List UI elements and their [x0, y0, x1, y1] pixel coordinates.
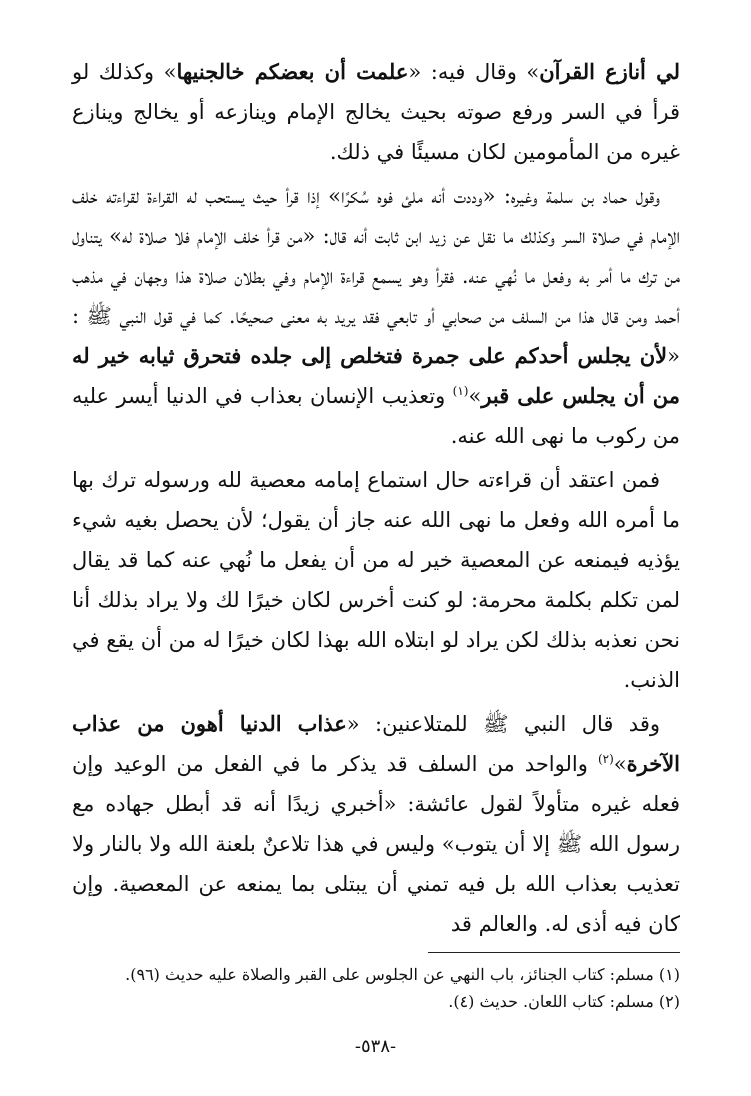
text-segment: وقد قال النبي ﷺ للمتلاعنين: « [346, 712, 661, 736]
footnote-separator [428, 952, 680, 953]
text-segment: والواحد من السلف قد يذكر ما في الفعل من الوعيد وإن فعله غيره متأولاً لقول عائشة: «أخبري زيدًا أنه قد أبطل جهاده مع رسول الله ﷺ إلا أن يتوب» وليس في هذا تلاعنٌ بلعنة الله ولا بالنار ولا تعذيب بعذاب الله بل فيه تمني أن يبتلى بما يمنعه عن المعصية. وإن كان فيه أذى له. والعالم قد [72, 752, 680, 936]
hadith-quote: عذاب الدنيا أهون من عذاب الآخرة [72, 711, 681, 776]
text-segment: » وكذلك لو قرأ في السر ورفع صوته بحيث يخالج الإمام وينازعه أو يخالج وينازع غيره من المأمومين لكان مسيئًا في ذلك. [72, 60, 680, 164]
hadith-quote: لأن يجلس أحدكم على جمرة فتخلص إلى جلده فتحرق ثيابه خير له من أن يجلس على قبر [72, 343, 680, 408]
text-segment: وتعذيب الإنسان بعذاب في الدنيا أيسر عليه من ركوب ما نهى الله عنه. [72, 384, 680, 448]
text-segment: » وقال فيه: « [408, 60, 540, 84]
paragraph-1 [72, 52, 680, 172]
paragraph-2 [72, 176, 680, 456]
hadith-quote: علمت أن بعضكم خالجنيها [176, 59, 409, 84]
hadith-quote: لي أنازع القرآن [539, 59, 680, 84]
paragraph-3 [72, 460, 680, 700]
page-number: -٥٣٨- [354, 1036, 397, 1057]
text-segment: » [613, 752, 627, 776]
text-segment: فمن اعتقد أن قراءته حال استماع إمامه معصية لله ورسوله ترك بها ما أمره الله وفعل ما نهى الله عنه جاز أن يقول؛ لأن يحصل بغيه شيء يؤذيه فيمنعه عن المعصية خير له من أن يفعل ما نُهي عنه كما قد يقال لمن تكلم بكلمة محرمة: لو كنت أخرس لكان خيرًا لك ولا يراد بذلك أنا نحن نعذبه بذلك لكن يراد لو ابتلاه الله بهذا لكان خيرًا له من أن يقع في الذنب. [72, 468, 680, 692]
text-segment: وقول حماد بن سلمة وغيره: «وددت أنه ملئ فوه سُكرًا» إذا قرأ حيث يستحب له القراءة لقراءته خلف الإمام في صلاة السر وكذلك ما نقل عن زيد ابن ثابت أنه قال: «من قرأ خلف الإمام فلا صلاة له» يتناول من ترك ما أمر به وفعل ما نُهي عنه. فقرأ وهو يسمع قراءة الإمام وفي بطلان صلاة هذا وجهان في مذهب أحمد ومن قال هذا من السلف من صحابي أو تابعي فقد يريد به معنى صحيحًا. كما في قول النبي ﷺ : « [72, 184, 680, 368]
footnote-ref: (٢) [597, 752, 614, 766]
page-body [72, 52, 680, 1015]
footnote-2: (٢) مسلم: كتاب اللعان. حديث (٤). [448, 992, 680, 1011]
paragraph-4 [72, 704, 680, 944]
text-segment: » [468, 384, 482, 408]
footnote-ref: (١) [452, 384, 469, 398]
footnote-1: (١) مسلم: كتاب الجنائز، باب النهي عن الجلوس على القبر والصلاة عليه حديث (٩٦). [125, 965, 680, 984]
